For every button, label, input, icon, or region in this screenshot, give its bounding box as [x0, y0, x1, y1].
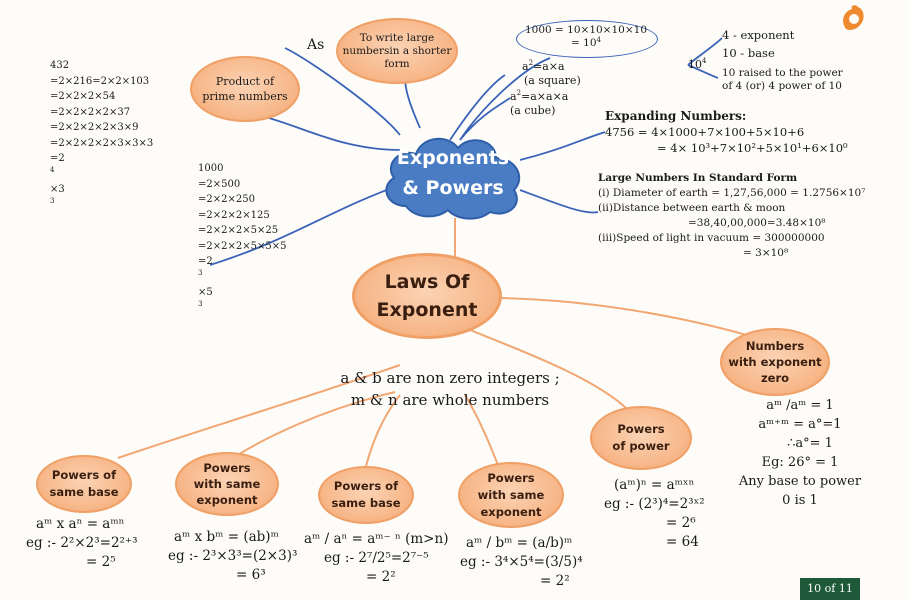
f1000-l3: =2×2×2×125 — [198, 209, 270, 221]
f1000-s1: 3 — [198, 268, 203, 277]
ten4-line3: 10 raised to the power — [722, 67, 843, 79]
sed-l3: = 2² — [540, 573, 570, 589]
cube-eq — [510, 90, 568, 118]
prime-title-line1: Product of — [215, 75, 275, 88]
sbm-l2: eg :- 2²×2³=2²⁺³ — [26, 535, 138, 551]
pop-title-1: Powers — [617, 422, 665, 436]
write-large-line1: To write large — [359, 31, 435, 44]
same-exp-mult-node — [175, 452, 279, 516]
sem-l2: eg :- 2³×3³=(2×3)³ — [168, 548, 298, 564]
sed-title-1: Powers — [487, 470, 535, 485]
f432-s1: 4 — [50, 165, 55, 174]
sed-title-3: exponent — [480, 504, 542, 519]
f432-l1: =2×216=2×2×103 — [50, 75, 150, 87]
f432-l2: =2×2×2×54 — [50, 91, 116, 102]
f432-s2: 3 — [50, 196, 55, 205]
standard-l3: =38,40,00,000=3.48×10⁸ — [688, 217, 826, 229]
sbm-title-2: same base — [49, 485, 119, 499]
cube-rest: =a×a×a — [521, 90, 569, 103]
same-exp-div-node — [458, 462, 564, 528]
cube-note: (a cube) — [510, 104, 556, 117]
zero-l3: ∴a°= 1 — [787, 436, 833, 451]
same-base-div-rules — [304, 530, 448, 587]
expanding-title: Expanding Numbers: — [605, 109, 747, 123]
center-title-line2: & Powers — [402, 177, 504, 199]
zero-l4: Eg: 26° = 1 — [761, 455, 839, 470]
f432-l3: =2×2×2×2×37 — [50, 106, 131, 118]
cube-sup: 2 — [516, 89, 522, 97]
cube-base: a — [510, 90, 517, 103]
standard-title: Large Numbers In Standard Form — [598, 172, 798, 184]
f432-l5: =2×2×2×2×3×3×3 — [50, 137, 154, 149]
sbd-title-2: same base — [331, 496, 401, 510]
zero-l5: Any base to power — [738, 474, 862, 489]
zero-title-2: with exponent — [728, 355, 822, 369]
as-label: As — [307, 37, 325, 53]
standard-l4: (iii)Speed of light in vacuum = 300000000 — [598, 232, 825, 244]
power-of-power-rules — [604, 476, 705, 552]
f432-l0: 432 — [50, 60, 70, 71]
thousand-line2: = 10 — [571, 37, 597, 49]
sbd-l2: eg :- 2⁷/2⁵=2⁷⁻⁵ — [324, 550, 429, 566]
laws-title-line1: Laws Of — [384, 271, 470, 293]
sbm-title-1: Powers of — [51, 468, 117, 482]
sbd-title-1: Powers of — [333, 479, 399, 493]
sed-l2: eg :- 3⁴×5⁴=(3/5)⁴ — [460, 554, 583, 570]
sem-l3: = 6³ — [236, 567, 266, 583]
zero-title-3: zero — [760, 371, 790, 385]
f1000-l0: 1000 — [198, 163, 224, 174]
same-exp-div-rules — [460, 534, 583, 591]
f1000-l4: =2×2×2×5×25 — [198, 225, 279, 236]
conditions-text — [320, 367, 580, 411]
write-large-line3: form — [384, 57, 410, 70]
zero-l1: aᵐ /aᵐ = 1 — [766, 398, 834, 413]
ten4-line1: 4 - exponent — [722, 28, 795, 42]
f432-l4: =2×2×2×2×3×9 — [50, 122, 139, 133]
square-note: (a square) — [524, 74, 581, 87]
center-title-line1: Exponents — [396, 147, 510, 169]
sem-title-1: Powers — [203, 461, 251, 475]
laws-of-exponent-node — [352, 253, 502, 339]
prime-product-node — [190, 56, 300, 122]
ten4-line4: of 4 (or) 4 power of 10 — [722, 80, 842, 92]
factor-1000 — [198, 161, 286, 316]
center-title — [378, 143, 528, 203]
f1000-l5: =2×2×2×5×5×5 — [198, 240, 287, 252]
expanding-line1: 4756 = 4×1000+7×100+5×10+6 — [605, 125, 805, 139]
pop-l2: eg :- (2³)⁴=2³ˣ² — [604, 496, 705, 512]
thousand-sup: 4 — [596, 36, 601, 44]
write-large-line2: numbersin a shorter — [342, 44, 452, 57]
same-exp-mult-rules — [168, 528, 297, 585]
square-rest: =a×a — [533, 60, 565, 73]
zero-l6: 0 is 1 — [782, 493, 818, 508]
sed-l1: aᵐ / bᵐ = (a/b)ᵐ — [466, 535, 573, 551]
ten4-label — [688, 58, 706, 72]
sed-title-2: with same — [477, 487, 545, 502]
thousand-eq — [516, 24, 656, 50]
same-base-mult-node — [36, 455, 132, 513]
factor-432 — [50, 58, 153, 213]
ten4-base: 10 — [688, 58, 702, 71]
zero-exponent-rules — [720, 396, 880, 510]
f1000-l6: =2 — [198, 256, 213, 267]
sem-title-2: with same — [193, 477, 261, 491]
thousand-line1: 1000 = 10×10×10×10 — [524, 24, 648, 36]
zero-title-1: Numbers — [745, 339, 805, 353]
ten4-explanation — [722, 28, 843, 93]
sbd-l1: aᵐ / aⁿ = aᵐ⁻ ⁿ (m>n) — [304, 531, 449, 547]
sbm-l3: = 2⁵ — [86, 554, 116, 570]
same-base-div-node — [318, 466, 414, 524]
ten4-sup: 4 — [702, 57, 707, 65]
standard-l1: (i) Diameter of earth = 1,27,56,000 = 1.2756×10⁷ — [598, 187, 866, 199]
conditions-line1: a & b are non zero integers ; — [340, 369, 560, 387]
f1000-l1: =2×500 — [198, 178, 241, 190]
f432-l6: =2 — [50, 153, 65, 164]
expanding-line2: = 4× 10³+7×10²+5×10¹+6×10⁰ — [657, 141, 848, 155]
zero-l2: aᵐ⁺ᵐ = a°=1 — [758, 417, 842, 432]
sbm-l1: aᵐ x aⁿ = aᵐⁿ — [36, 516, 125, 532]
zero-exponent-node — [720, 328, 830, 396]
pop-l3: = 2⁶ — [666, 515, 696, 531]
sbd-l3: = 2² — [366, 569, 396, 585]
f1000-l8: ×5 — [198, 287, 213, 298]
same-base-mult-rules — [26, 515, 138, 572]
sem-title-3: exponent — [196, 493, 258, 507]
standard-form-block — [598, 171, 865, 261]
expanding-block — [605, 108, 848, 156]
power-of-power-node — [590, 406, 692, 470]
square-sup: 2 — [528, 59, 534, 67]
f432-l8: ×3 — [50, 184, 65, 195]
ten4-line2: 10 - base — [722, 46, 775, 60]
page-number-badge: 10 of 11 — [800, 578, 860, 600]
laws-title-line2: Exponent — [376, 299, 478, 321]
sem-l1: aᵐ x bᵐ = (ab)ᵐ — [174, 529, 279, 545]
write-large-node — [336, 18, 458, 84]
conditions-line2: m & n are whole numbers — [350, 391, 550, 409]
standard-l5: = 3×10⁸ — [743, 247, 789, 259]
pop-title-2: of power — [612, 439, 670, 453]
standard-l2: (ii)Distance between earth & moon — [598, 202, 786, 214]
pop-l4: = 64 — [666, 534, 699, 550]
prime-title-line2: prime numbers — [202, 90, 288, 103]
square-eq: $a^2=a\times a$ (a square) — [522, 59, 581, 87]
pop-l1: (aᵐ)ⁿ = aᵐˣⁿ — [614, 477, 695, 493]
f1000-l2: =2×2×250 — [198, 194, 255, 205]
f1000-s2: 3 — [198, 299, 203, 308]
